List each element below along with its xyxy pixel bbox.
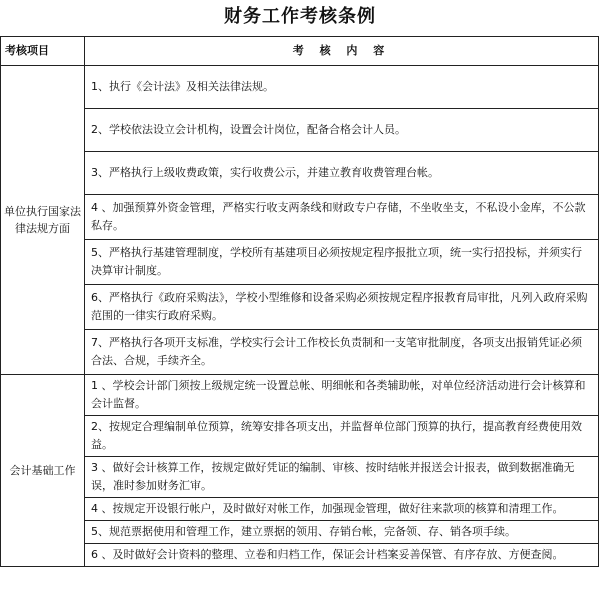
section-accounting-basics: 会计基础工作: [1, 375, 85, 567]
legal-item-6: 6、严格执行《政府采购法》，学校小型维修和设备采购必须按规定程序报教育局审批，凡列入政府采购范围的一律实行政府采购。: [85, 285, 599, 330]
table-row: [1, 375, 599, 416]
table-row: [1, 109, 599, 152]
table-header-row: [1, 37, 599, 66]
legal-item-7: 7、严格执行各项开支标准，学校实行会计工作校长负责制和一支笔审批制度，各项支出报销凭证必须合法、合规，手续齐全。: [85, 330, 599, 375]
legal-item-3: 3、严格执行上级收费政策，实行收费公示，并建立教育收费管理台帐。: [85, 152, 599, 195]
header-content: 考 核 内 容: [85, 37, 599, 66]
table-row: [1, 66, 599, 109]
table-row: [1, 498, 599, 521]
accounting-item-3: 3 、做好会计核算工作，按规定做好凭证的编制、审核、按时结帐并报送会计报表，做到数据准确无误，准时参加财务汇审。: [85, 457, 599, 498]
header-category: 考核项目: [1, 37, 85, 66]
legal-item-5: 5、严格执行基建管理制度，学校所有基建项目必须按规定程序报批立项，统一实行招投标，并须实行决算审计制度。: [85, 240, 599, 285]
table-row: [1, 195, 599, 240]
accounting-item-1: 1 、学校会计部门须按上级规定统一设置总帐、明细帐和各类辅助帐，对单位经济活动进行会计核算和会计监督。: [85, 375, 599, 416]
legal-item-2: 2、学校依法设立会计机构，设置会计岗位，配备合格会计人员。: [85, 109, 599, 152]
table-row: [1, 544, 599, 567]
legal-item-1: 1、执行《会计法》及相关法律法规。: [85, 66, 599, 109]
legal-item-4: 4 、加强预算外资金管理，严格实行收支两条线和财政专户存储，不坐收坐支，不私设小金库，不公款私存。: [85, 195, 599, 240]
accounting-item-2: 2、按规定合理编制单位预算，统筹安排各项支出，并监督单位部门预算的执行，提高教育经费使用效益。: [85, 416, 599, 457]
table-row: [1, 521, 599, 544]
table-row: [1, 457, 599, 498]
table-row: [1, 416, 599, 457]
accounting-item-5: 5、规范票据使用和管理工作，建立票据的领用、存销台帐，完备领、存、销各项手续。: [85, 521, 599, 544]
document-title: 财务工作考核条例: [224, 6, 376, 27]
table-row: [1, 330, 599, 375]
table-row: [1, 240, 599, 285]
table-row: [1, 152, 599, 195]
accounting-item-6: 6 、及时做好会计资料的整理、立卷和归档工作，保证会计档案妥善保管、有序存放、方便查阅。: [85, 544, 599, 567]
accounting-item-4: 4 、按规定开设银行帐户，及时做好对帐工作，加强现金管理，做好往来款项的核算和清理工作。: [85, 498, 599, 521]
assessment-table: [0, 36, 599, 567]
section-legal-compliance: 单位执行国家法律法规方面: [1, 66, 85, 375]
table-row: [1, 285, 599, 330]
